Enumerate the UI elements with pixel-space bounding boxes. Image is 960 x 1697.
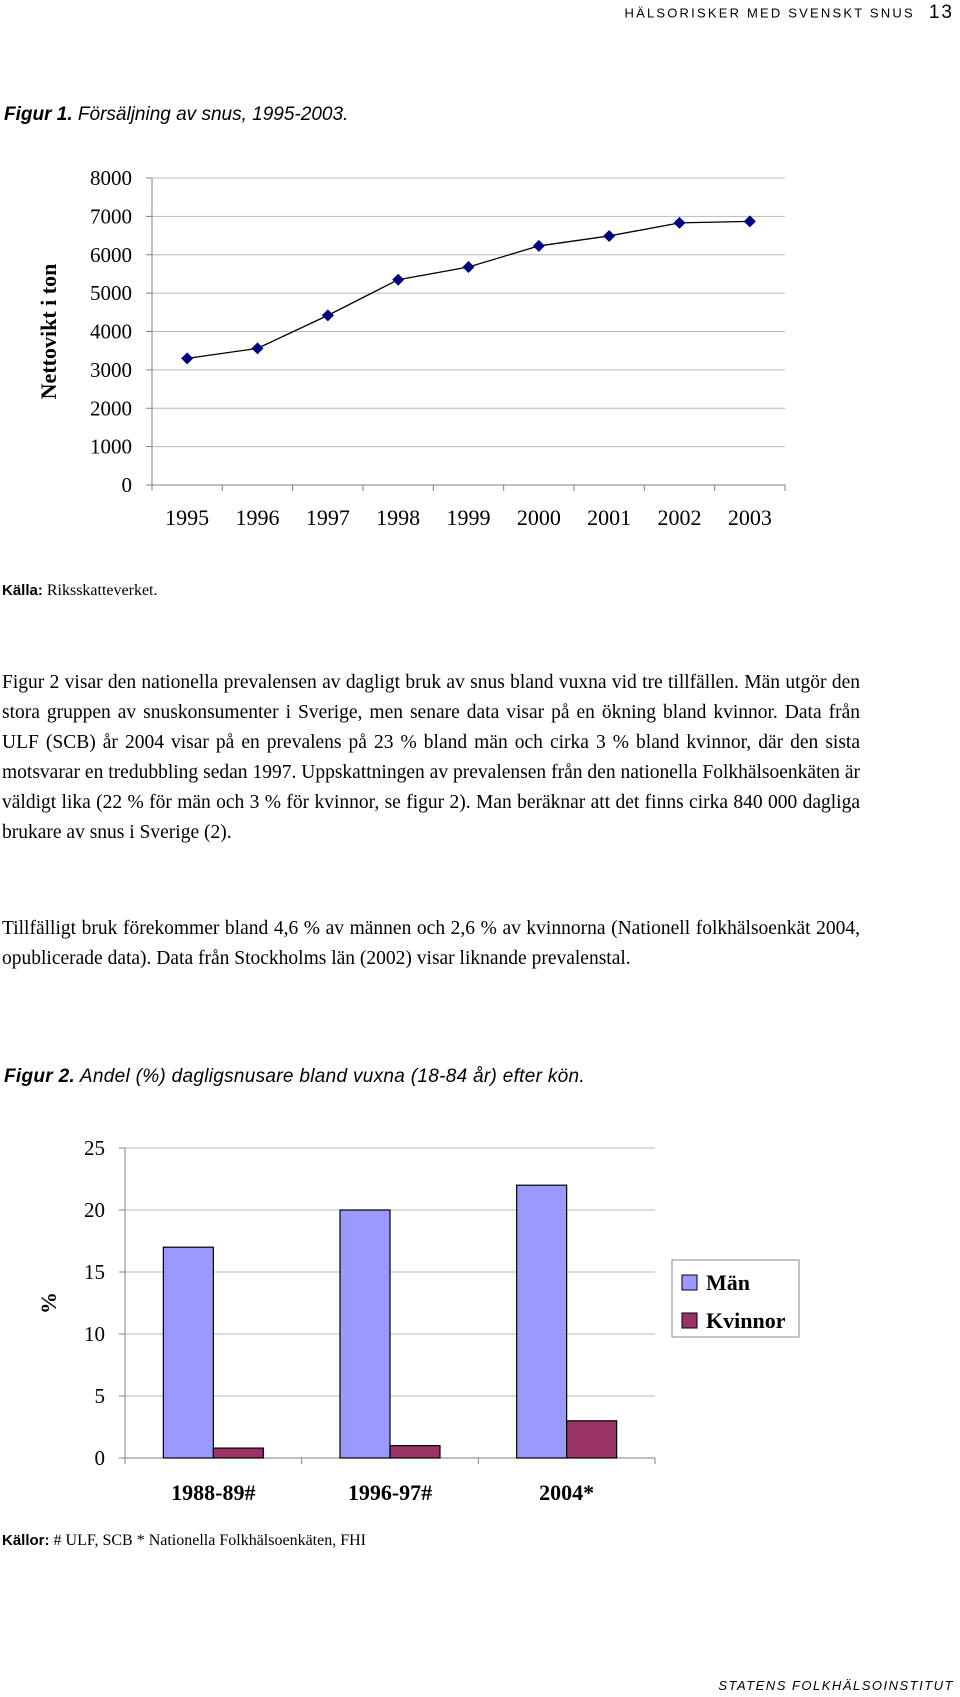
y-axis-label: Nettovikt i ton [36,263,61,400]
data-point [533,240,545,252]
data-point [181,352,193,364]
x-tick-label: 1998 [376,505,421,530]
y-tick-label: 0 [94,1446,105,1470]
figure2-label: Figur 2. [4,1066,76,1087]
page-number: 13 [928,2,954,23]
figure2-caption [4,1066,585,1088]
figure2-source-text: # ULF, SCB * Nationella Folkhälsoenkäten, FHI [53,1532,366,1549]
data-point [392,274,404,286]
legend-swatch [682,1313,697,1328]
legend-label: Kvinnor [706,1308,786,1333]
x-tick-label: 1996 [235,505,280,530]
x-tick-label: 1999 [446,505,491,530]
figure2-source [2,1532,366,1550]
bar [213,1448,263,1458]
running-title: HÄLSORISKER MED SVENSKT SNUS [624,5,915,21]
figure1-source-text: Riksskatteverket. [46,582,158,599]
x-tick-label: 1996-97# [347,1480,433,1505]
paragraph-2: Tillfälligt bruk förekommer bland 4,6 % av männen och 2,6 % av kvinnorna (Nationell folkhälsoenkät 2004, opublicerade data). Data från Stockholms län (2002) visar liknande prevalenstal. [2,918,860,969]
data-point [463,261,475,273]
y-tick-label: 20 [84,1198,105,1222]
y-tick-label: 2000 [90,396,132,421]
y-tick-label: 10 [84,1322,105,1346]
bar [163,1247,213,1458]
data-point [603,230,615,242]
bar [390,1446,440,1458]
y-axis-label: % [36,1292,61,1314]
figure1-label: Figur 1. [4,104,73,125]
legend-label: Män [706,1270,750,1295]
figure1-source-label: Källa: [2,582,43,599]
x-tick-label: 1997 [305,505,350,530]
legend-swatch [682,1275,697,1290]
y-tick-label: 6000 [90,242,132,267]
figure1-caption-text: Försäljning av snus, 1995-2003. [77,104,349,125]
x-tick-label: 2004* [539,1480,595,1505]
bar [517,1185,567,1458]
y-tick-label: 7000 [90,204,132,229]
y-tick-label: 0 [121,473,132,497]
page-footer: STATENS FOLKHÄLSOINSTITUT [718,1678,954,1693]
x-tick-label: 1988-89# [171,1480,256,1505]
figure2-caption-text: Andel (%) dagligsnusare bland vuxna (18-84 år) efter kön. [79,1066,585,1087]
data-point [252,342,264,354]
y-tick-label: 1000 [90,434,132,459]
x-tick-label: 2000 [516,505,561,530]
y-tick-label: 8000 [90,166,132,190]
y-tick-label: 5000 [90,281,132,306]
page-header [0,2,960,28]
data-point [674,217,686,229]
series-line [187,221,750,358]
x-tick-label: 1995 [165,505,210,530]
y-tick-label: 4000 [90,319,132,344]
x-tick-label: 2003 [727,505,772,530]
data-point [322,309,334,321]
x-tick-label: 2001 [587,505,632,530]
bar [340,1210,390,1458]
y-tick-label: 5 [94,1384,105,1408]
figure2-source-label: Källor: [2,1532,50,1549]
figure1-caption [4,104,348,126]
figure2-bar-chart [0,1110,820,1510]
y-tick-label: 15 [84,1260,105,1284]
figure1-line-chart [0,150,800,550]
data-point [744,215,756,227]
figure1-source [2,582,158,600]
y-tick-label: 3000 [90,357,132,382]
paragraph-1: Figur 2 visar den nationella prevalensen av dagligt bruk av snus bland vuxna vid tre tillfällen. Män utgör den stora gruppen av snuskonsumenter i Sverige, men senare data visar på en ökning bland kvinnor. Data från ULF (SCB) år 2004 visar på en prevalens på 23 % bland män och cirka 3 % bland kvinnor, där den sista motsvarar en tredubbling sedan 1997. Uppskattningen av prevalensen från den nationella Folkhälsoenkäten är väldigt lika (22 % för män och 3 % för kvinnor, se figur 2). Man beräknar att det finns cirka 840 000 dagliga brukare av snus i Sverige (2). [2,672,860,843]
bar [567,1421,617,1458]
y-tick-label: 25 [84,1136,105,1160]
x-tick-label: 2002 [657,505,702,530]
